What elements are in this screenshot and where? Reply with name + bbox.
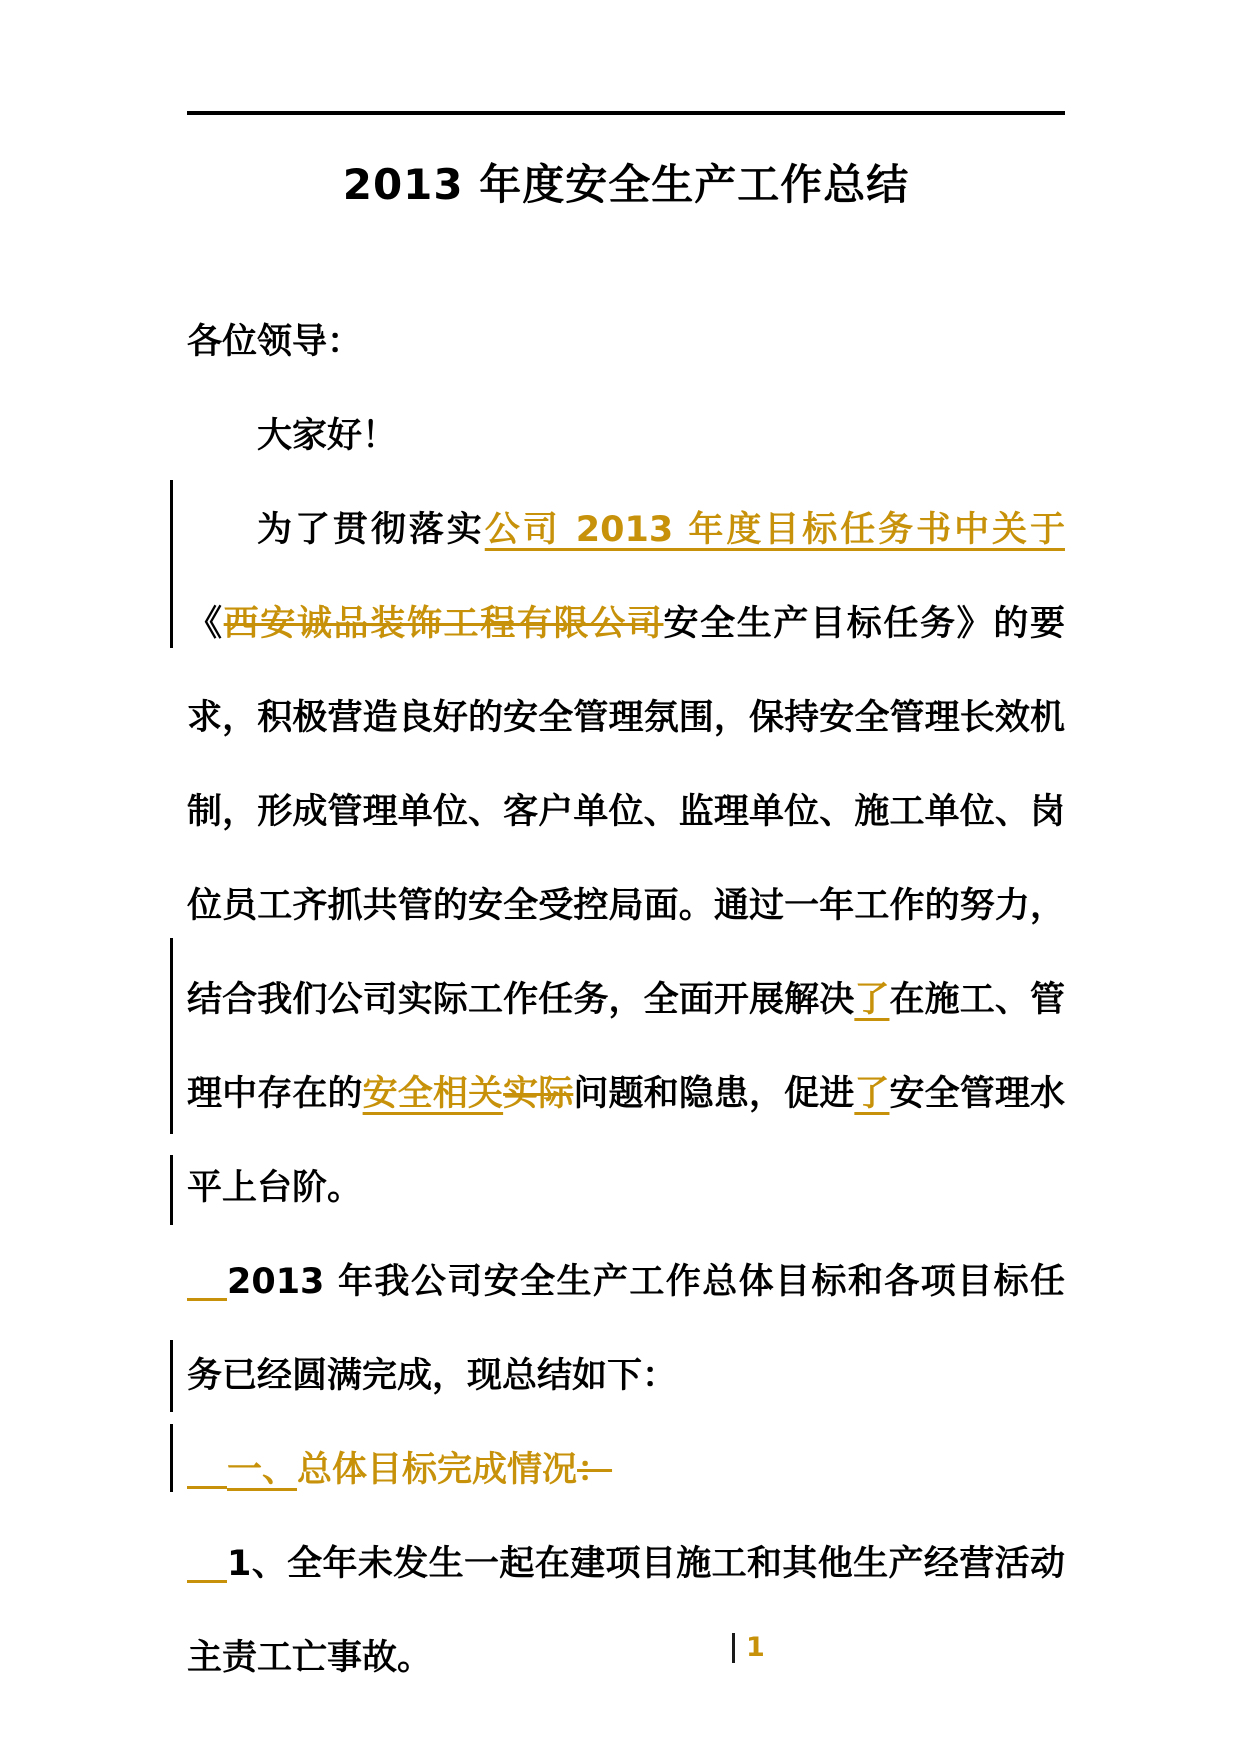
body-text: 2013 年我公司安全生产工作总体目标和各项目标任务已经圆满完成，现总结如下： <box>187 1262 1065 1396</box>
header-rule <box>187 111 1065 115</box>
body-text: 安全管理水平上台阶。 <box>187 1074 1065 1208</box>
change-bar <box>170 1424 173 1492</box>
change-bar <box>170 480 173 648</box>
body-text: 1、全年未发生一起在建项目施工和其他生产经营活动主责工亡事故。 <box>187 1544 1065 1678</box>
body-text: 为了贯彻落实 <box>257 510 485 550</box>
inserted-space-mark <box>187 1486 227 1489</box>
paragraph <box>187 483 1065 1235</box>
body-text: 大家好！ <box>257 416 398 456</box>
inserted-text: 安全相关 <box>362 1074 504 1114</box>
footer-divider <box>732 1633 735 1663</box>
body-text: 各位领导： <box>187 322 363 362</box>
deleted-text: 西安诚品装饰工程有限公司 <box>223 604 664 644</box>
paragraph <box>187 1235 1065 1423</box>
change-bar <box>170 1340 173 1412</box>
paragraph <box>187 295 1065 389</box>
change-bar <box>170 1155 173 1225</box>
deleted-text: 实际 <box>503 1074 574 1114</box>
inserted-text: 公司 2013 年度目标任务书中关于 <box>484 510 1065 550</box>
change-bar <box>170 938 173 1134</box>
heading-inserted-text: 一、 <box>227 1450 298 1490</box>
inserted-text: 了 <box>854 980 890 1020</box>
inserted-space-mark <box>187 1298 227 1301</box>
section-heading <box>187 1423 1065 1517</box>
document-body <box>187 295 1065 1705</box>
inserted-text: 了 <box>854 1074 890 1114</box>
body-text: 《 <box>187 604 224 644</box>
inserted-space-mark <box>187 1580 227 1583</box>
paragraph <box>187 1517 1065 1705</box>
body-text: 问题和隐患，促进 <box>573 1074 855 1114</box>
heading-text: 总体目标完成情况 <box>297 1450 578 1490</box>
document-title: 2013 年度安全生产工作总结 <box>342 160 910 209</box>
heading-deleted-text: ： <box>577 1450 613 1490</box>
body-text: 在施工、管理中存在的 <box>187 980 1065 1114</box>
page-number: 1 <box>746 1632 765 1663</box>
paragraph <box>187 389 1065 483</box>
body-text: 安全生产目标任务》的要求，积极营造良好的安全管理氛围，保持安全管理长效机制，形成管理单位、客户单位、监理单位、施工单位、岗位员工齐抓共管的安全受控局面。通过一年工作的努力，结合我们公司实际工作任务，全面开展解决 <box>187 604 1065 1020</box>
